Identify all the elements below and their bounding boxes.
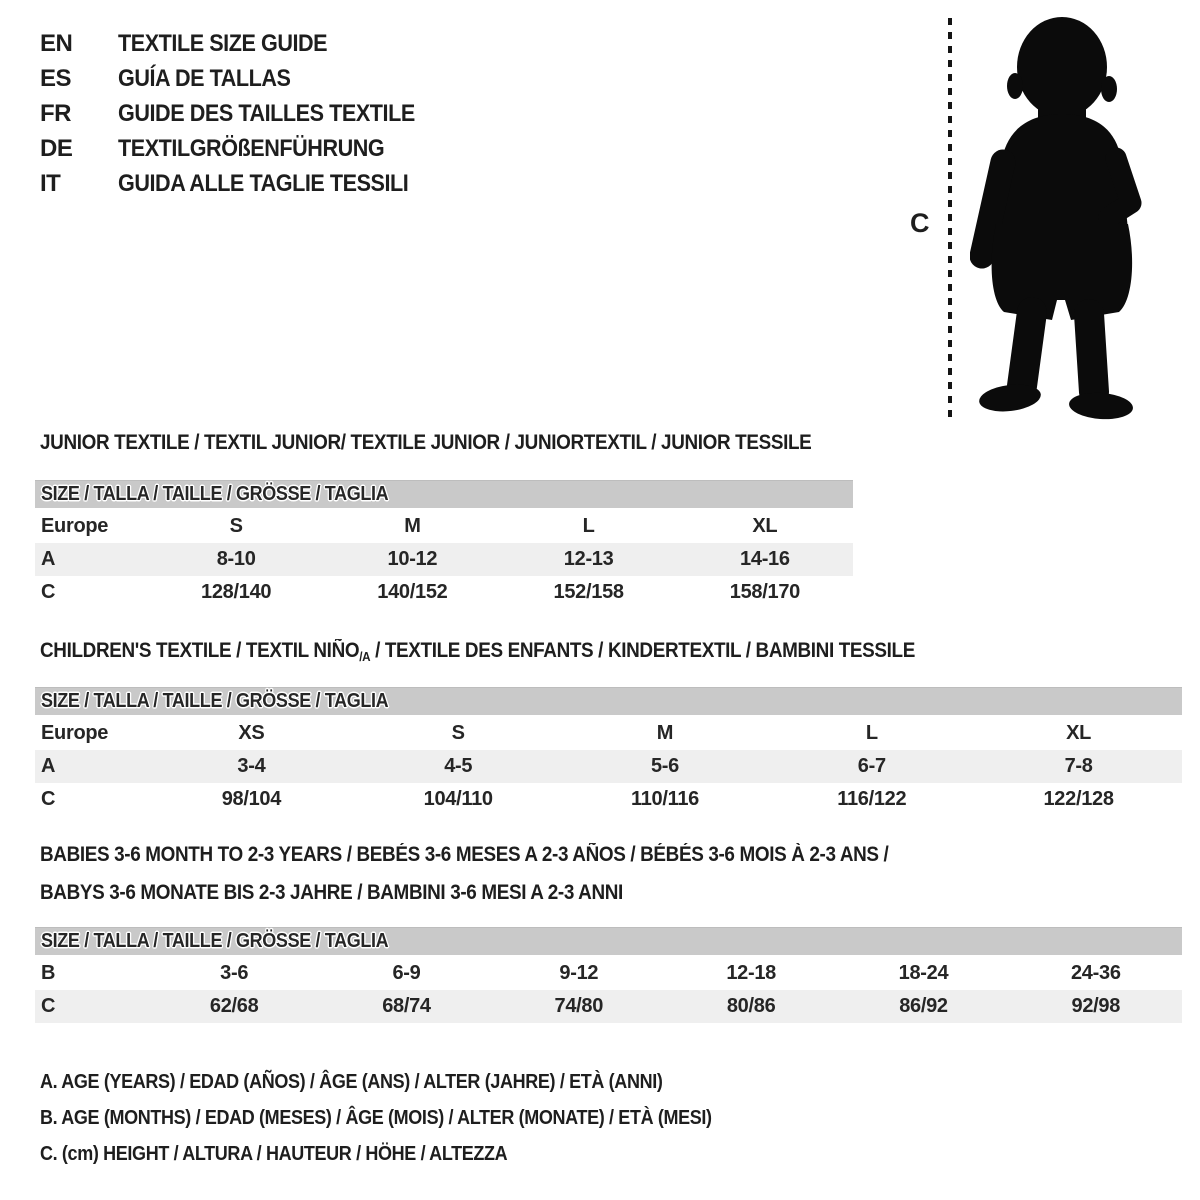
language-code: EN xyxy=(40,29,73,57)
row-label: C xyxy=(35,990,148,1023)
table-row-europe xyxy=(35,510,853,543)
row-label: A xyxy=(35,750,148,783)
babies-title-line1-text: BABIES 3-6 MONTH TO 2-3 YEARS / BEBÉS 3-6 MESES A 2-3 AÑOS / BÉBÉS 3-6 MOIS À 2-3 ANS / xyxy=(40,843,889,866)
table-row-age xyxy=(35,750,1182,783)
language-row-es xyxy=(40,61,448,96)
language-title: TEXTILE SIZE GUIDE xyxy=(118,29,328,57)
months-value: 24-36 xyxy=(1070,962,1121,985)
legend-line-b-text: B. AGE (MONTHS) / EDAD (MESES) / ÂGE (MOIS) / ALTER (MONATE) / ETÀ (MESI) xyxy=(40,1106,712,1129)
height-value: 68/74 xyxy=(320,990,492,1023)
months-value: 18-24 xyxy=(898,962,949,985)
height-measure-label: C xyxy=(910,208,930,238)
height-value: 92/98 xyxy=(1010,990,1182,1023)
size-header-bar xyxy=(35,688,1182,717)
size-header-label: SIZE / TALLA / TAILLE / GRÖSSE / TAGLIA xyxy=(41,690,389,712)
size-header-label: SIZE / TALLA / TAILLE / GRÖSSE / TAGLIA xyxy=(41,483,389,505)
children-section-title-text xyxy=(40,639,915,664)
height-value: 62/68 xyxy=(148,990,320,1023)
row-label: A xyxy=(35,543,148,576)
age-value: 4-5 xyxy=(355,750,562,783)
language-title: GUIDE DES TAILLES TEXTILE xyxy=(118,99,415,127)
babies-section-title-line2 xyxy=(40,881,688,905)
size-value: S xyxy=(229,515,243,538)
language-title: GUÍA DE TALLAS xyxy=(118,64,291,92)
babies-section-title-line1 xyxy=(40,843,983,867)
table-row-height xyxy=(35,990,1182,1023)
size-header-label: SIZE / TALLA / TAILLE / GRÖSSE / TAGLIA xyxy=(41,930,389,952)
height-value: 98/104 xyxy=(221,787,282,810)
age-value: 3-4 xyxy=(148,750,355,783)
size-value: XL xyxy=(752,515,778,538)
age-value: 8-10 xyxy=(148,543,324,576)
legend-line-c xyxy=(40,1136,786,1172)
toddler-silhouette-icon xyxy=(970,14,1150,424)
height-value: 152/158 xyxy=(553,580,624,603)
height-value: 86/92 xyxy=(837,990,1009,1023)
children-title-part2: / TEXTILE DES ENFANTS / KINDERTEXTIL / BAMBINI TESSILE xyxy=(370,639,915,662)
months-value: 3-6 xyxy=(220,962,249,985)
size-value: M xyxy=(404,515,421,538)
height-value: 104/110 xyxy=(423,787,493,810)
months-value: 12-18 xyxy=(726,962,776,985)
children-section-title xyxy=(40,639,1012,664)
size-value: L xyxy=(865,722,878,745)
language-code: DE xyxy=(40,134,73,162)
size-value: XS xyxy=(238,722,265,745)
junior-section-title-text: JUNIOR TEXTILE / TEXTIL JUNIOR/ TEXTILE JUNIOR / JUNIORTEXTIL / JUNIOR TESSILE xyxy=(40,431,812,454)
legend-line-a xyxy=(40,1064,786,1100)
size-value: M xyxy=(656,722,674,745)
table-row-europe xyxy=(35,717,1182,750)
language-title: TEXTILGRÖßENFÜHRUNG xyxy=(118,134,385,162)
height-value: 140/152 xyxy=(377,580,448,603)
language-title: GUIDA ALLE TAGLIE TESSILI xyxy=(118,169,409,197)
height-measure-dashed-line xyxy=(948,18,952,418)
table-row-height xyxy=(35,576,853,609)
size-header-bar xyxy=(35,928,1182,957)
age-value: 7-8 xyxy=(975,750,1182,783)
size-value: S xyxy=(451,722,465,745)
legend-line-c-text: C. (cm) HEIGHT / ALTURA / HAUTEUR / HÖHE / ALTEZZA xyxy=(40,1142,508,1165)
height-value: 158/170 xyxy=(729,580,800,603)
age-value: 12-13 xyxy=(501,543,677,576)
children-title-part1: CHILDREN'S TEXTILE / TEXTIL NIÑO xyxy=(40,639,360,662)
size-value: XL xyxy=(1066,722,1092,745)
babies-title-line2-text: BABYS 3-6 MONATE BIS 2-3 JAHRE / BAMBINI 3-6 MESI A 2-3 ANNI xyxy=(40,881,623,904)
age-value: 6-7 xyxy=(768,750,975,783)
size-value: L xyxy=(582,515,595,538)
language-row-it xyxy=(40,166,448,201)
language-list xyxy=(40,26,448,201)
row-label: Europe xyxy=(41,722,109,745)
height-value: 74/80 xyxy=(493,990,665,1023)
babies-size-table xyxy=(35,927,1182,1023)
junior-section-title xyxy=(40,431,897,455)
table-row-age xyxy=(35,543,853,576)
row-label: C xyxy=(41,580,56,603)
months-value: 6-9 xyxy=(392,962,421,985)
language-row-de xyxy=(40,131,448,166)
height-value: 116/122 xyxy=(837,787,907,810)
age-value: 10-12 xyxy=(324,543,500,576)
children-title-subscript: /A xyxy=(359,649,371,664)
row-label: Europe xyxy=(41,515,109,538)
table-row-months xyxy=(35,957,1182,990)
legend-line-b xyxy=(40,1100,786,1136)
age-value: 5-6 xyxy=(562,750,769,783)
height-value: 80/86 xyxy=(665,990,837,1023)
height-value: 110/116 xyxy=(630,787,699,810)
legend-line-a-text: A. AGE (YEARS) / EDAD (AÑOS) / ÂGE (ANS) / ALTER (JAHRE) / ETÀ (ANNI) xyxy=(40,1070,663,1093)
language-code: ES xyxy=(40,64,72,92)
language-code: FR xyxy=(40,99,71,127)
height-value: 128/140 xyxy=(201,580,272,603)
age-value: 14-16 xyxy=(677,543,853,576)
size-header-bar xyxy=(35,481,853,510)
junior-size-table xyxy=(35,480,853,609)
language-row-en xyxy=(40,26,448,61)
row-label: C xyxy=(41,787,56,810)
row-label: B xyxy=(41,962,56,985)
language-row-fr xyxy=(40,96,448,131)
table-row-height xyxy=(35,783,1182,816)
legend xyxy=(40,1064,786,1172)
months-value: 9-12 xyxy=(559,962,599,985)
children-size-table xyxy=(35,687,1182,816)
language-code: IT xyxy=(40,169,61,197)
height-value: 122/128 xyxy=(1043,787,1114,810)
baby-height-figure xyxy=(898,12,1160,436)
